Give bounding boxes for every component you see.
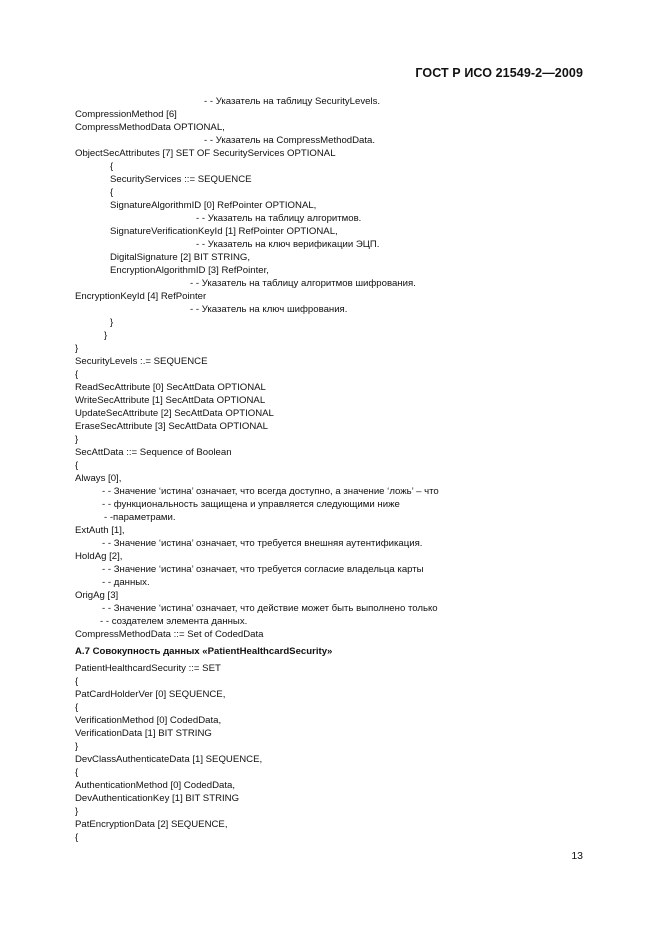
code-line: { (75, 767, 79, 778)
code-line: OrigAg [3] (75, 590, 119, 601)
code-line: UpdateSecAttribute [2] SecAttData OPTIONAL (75, 408, 274, 419)
document-header: ГОСТ Р ИСО 21549-2—2009 (415, 66, 583, 80)
code-line: } (75, 741, 79, 752)
code-line: SecurityServices ::= SEQUENCE (110, 174, 252, 185)
comment-line: - -параметрами. (104, 512, 176, 523)
code-line: AuthenticationMethod [0] CodedData, (75, 780, 236, 791)
code-line: { (75, 460, 79, 471)
code-line: HoldAg [2], (75, 551, 123, 562)
comment-line: - - Значение ‘истина’ означает, что требуется внешняя аутентификация. (102, 538, 423, 549)
code-line: PatEncryptionData [2] SEQUENCE, (75, 819, 228, 830)
code-line: DevAuthenticationKey [1] BIT STRING (75, 793, 240, 804)
comment-line: - - Указатель на таблицу алгоритмов. (196, 213, 362, 224)
code-line: VerificationData [1] BIT STRING (75, 728, 212, 739)
section-heading: A.7 Совокупность данных «PatientHealthcardSecurity» (75, 646, 333, 657)
code-line: CompressionMethod [6] (75, 109, 177, 120)
comment-line: - - Указатель на ключ шифрования. (190, 304, 348, 315)
code-line: EncryptionKeyId [4] RefPointer (75, 291, 207, 302)
code-line: ReadSecAttribute [0] SecAttData OPTIONAL (75, 382, 266, 393)
comment-line: - - Указатель на ключ верификации ЭЦП. (196, 239, 380, 250)
comment-line: - - создателем элемента данных. (100, 616, 248, 627)
code-line: { (75, 676, 79, 687)
code-line: { (110, 161, 114, 172)
code-line: SignatureAlgorithmID [0] RefPointer OPTIONAL, (110, 200, 317, 211)
comment-line: - - Указатель на таблицу алгоритмов шифрования. (190, 278, 416, 289)
code-line: { (75, 369, 79, 380)
comment-line: - - Указатель на CompressMethodData. (204, 135, 376, 146)
code-line: { (75, 832, 79, 843)
comment-line: - - Значение ‘истина’ означает, что действие может быть выполнено только (102, 603, 438, 614)
code-line: SignatureVerificationKeyId [1] RefPointer OPTIONAL, (110, 226, 338, 237)
code-line: EraseSecAttribute [3] SecAttData OPTIONAL (75, 421, 269, 432)
code-line: SecurityLevels :.= SEQUENCE (75, 356, 208, 367)
code-line: } (104, 330, 108, 341)
code-line: { (75, 702, 79, 713)
code-line: DigitalSignature [2] BIT STRING, (110, 252, 251, 263)
code-line: WriteSecAttribute [1] SecAttData OPTIONAL (75, 395, 266, 406)
comment-line: - - функциональность защищена и управляется следующими ниже (102, 499, 400, 510)
comment-line: - - Указатель на таблицу SecurityLevels. (204, 96, 381, 107)
page-number: 13 (571, 850, 583, 862)
code-line: PatCardHolderVer [0] SEQUENCE, (75, 689, 226, 700)
code-line: Always [0], (75, 473, 122, 484)
code-line: DevClassAuthenticateData [1] SEQUENCE, (75, 754, 263, 765)
code-line: } (75, 343, 79, 354)
comment-line: - - Значение ‘истина’ означает, что требуется согласие владельца карты (102, 564, 424, 575)
comment-line: - - данных. (102, 577, 150, 588)
code-line: VerificationMethod [0] CodedData, (75, 715, 222, 726)
code-line: } (75, 434, 79, 445)
code-line: { (110, 187, 114, 198)
code-line: CompressMethodData OPTIONAL, (75, 122, 225, 133)
comment-line: - - Значение ‘истина’ означает, что всегда доступно, а значение ‘ложь’ – что (102, 486, 439, 497)
code-line: ObjectSecAttributes [7] SET OF SecurityServices OPTIONAL (75, 148, 336, 159)
code-line: PatientHealthcardSecurity ::= SET (75, 663, 221, 674)
code-line: ExtAuth [1], (75, 525, 125, 536)
code-line: SecAttData ::= Sequence of Boolean (75, 447, 232, 458)
code-line: EncryptionAlgorithmID [3] RefPointer, (110, 265, 269, 276)
code-line: } (75, 806, 79, 817)
code-line: } (110, 317, 114, 328)
code-line: CompressMethodData ::= Set of CodedData (75, 629, 264, 640)
